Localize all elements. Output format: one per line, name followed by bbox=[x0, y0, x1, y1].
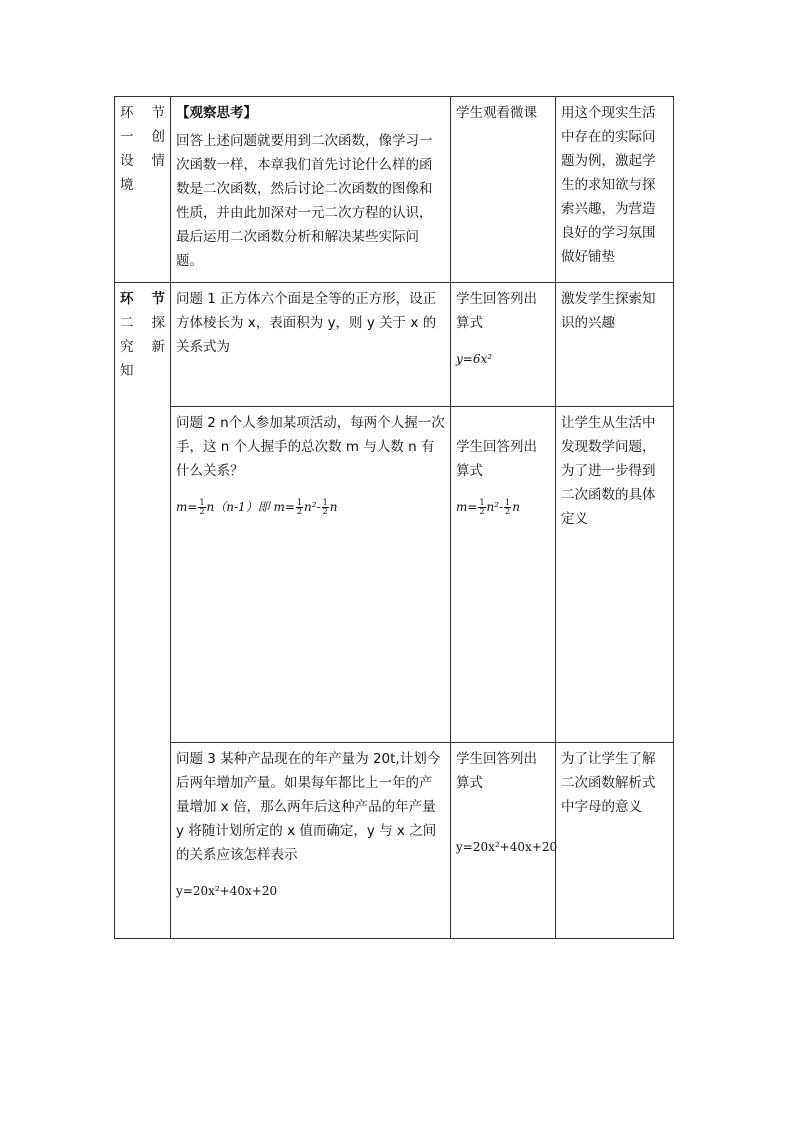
stage-char: 设 bbox=[120, 153, 134, 169]
stage-char: 情 bbox=[151, 153, 165, 169]
fraction bbox=[322, 499, 329, 516]
student-activity-text: 学生回答列出算式 bbox=[456, 439, 537, 479]
table-row bbox=[115, 97, 674, 283]
design-intent-cell bbox=[556, 97, 674, 283]
design-intent-text: 为了让学生了解二次函数解析式中字母的意义 bbox=[561, 751, 656, 815]
design-intent-cell bbox=[556, 743, 674, 939]
stage-cell bbox=[115, 97, 171, 283]
fraction-numerator: 1 bbox=[479, 498, 485, 507]
design-intent-text: 激发学生探索知识的兴趣 bbox=[561, 291, 656, 331]
formula-part: n bbox=[329, 500, 338, 514]
design-intent-text: 用这个现实生活中存在的实际问题为例，激起学生的求知欲与探索兴趣，为营造良好的学习氛围做好铺垫 bbox=[561, 105, 656, 265]
fraction bbox=[478, 499, 485, 516]
problem-text: 问题 3 某种产品现在的年产量为 20t,计划今后两年增加产量。如果每年都比上一年的产量增加 x 倍，那么两年后这种产品的年产量 y 将随计划所定的 x 值而确定，y 与 x 之间的关系应该怎样表示 bbox=[176, 751, 441, 863]
fraction bbox=[504, 499, 511, 516]
stage-char: 新 bbox=[151, 339, 165, 355]
fraction-numerator: 1 bbox=[199, 498, 205, 507]
stage-char: 环 bbox=[120, 291, 134, 307]
formula-part: m= bbox=[176, 500, 198, 514]
fraction bbox=[198, 499, 205, 516]
stage-char: 境 bbox=[120, 177, 134, 193]
student-formula: y=6x² bbox=[456, 352, 493, 366]
student-activity-cell bbox=[451, 97, 556, 283]
fraction-denominator: 2 bbox=[505, 507, 511, 516]
fraction-denominator: 2 bbox=[199, 507, 205, 516]
design-intent-text: 让学生从生活中发现数学问题，为了进一步得到二次函数的具体定义 bbox=[561, 415, 656, 527]
fraction-denominator: 2 bbox=[322, 507, 328, 516]
problem-text: 问题 2 n个人参加某项活动，每两个人握一次手，这 n 个人握手的总次数 m 与人数 n 有什么关系？ bbox=[176, 415, 445, 479]
problem-text: 问题 1 正方体六个面是全等的正方形，设正方体棱长为 x，表面积为 y，则 y 关于 x 的关系式为 bbox=[176, 291, 437, 355]
formula-part: - bbox=[499, 500, 504, 514]
stage-char: 一 bbox=[120, 129, 134, 145]
fraction-numerator: 1 bbox=[296, 498, 303, 507]
fraction-numerator: 1 bbox=[505, 498, 511, 507]
formula-part: n（n-1）即 m= bbox=[206, 500, 295, 514]
stage-char: 二 bbox=[120, 315, 134, 331]
stage-char: 知 bbox=[120, 363, 134, 379]
student-activity-cell bbox=[451, 743, 556, 939]
student-activity-cell bbox=[451, 283, 556, 407]
formula-part: - bbox=[316, 500, 321, 514]
teaching-content-cell bbox=[171, 743, 451, 939]
lesson-plan-table bbox=[114, 96, 674, 939]
student-activity-text: 学生回答列出算式 bbox=[456, 291, 537, 331]
table-row bbox=[115, 407, 674, 743]
problem-formula bbox=[176, 495, 445, 519]
formula-part: m= bbox=[456, 500, 478, 514]
teaching-content-cell bbox=[171, 97, 451, 283]
teaching-content-cell bbox=[171, 283, 451, 407]
stage-char: 创 bbox=[151, 129, 165, 145]
formula-part: n² bbox=[486, 500, 500, 514]
stage-char: 节 bbox=[151, 291, 165, 307]
student-activity-cell bbox=[451, 407, 556, 743]
fraction bbox=[296, 499, 303, 516]
formula-part: n bbox=[512, 500, 520, 514]
stage-char: 探 bbox=[151, 315, 165, 331]
teaching-content-cell bbox=[171, 407, 451, 743]
fraction-denominator: 2 bbox=[479, 507, 485, 516]
design-intent-cell bbox=[556, 407, 674, 743]
student-formula bbox=[456, 495, 550, 519]
stage-char: 环 bbox=[120, 105, 134, 121]
stage-char: 节 bbox=[151, 105, 165, 121]
problem-formula: y=20x²+40x+20 bbox=[176, 884, 278, 898]
fraction-denominator: 2 bbox=[296, 507, 303, 516]
table-row bbox=[115, 283, 674, 407]
table-row bbox=[115, 743, 674, 939]
section-heading: 【观察思考】 bbox=[176, 105, 257, 121]
stage-char: 究 bbox=[120, 339, 134, 355]
design-intent-cell bbox=[556, 283, 674, 407]
student-activity-text: 学生回答列出算式 bbox=[456, 751, 537, 791]
stage-cell bbox=[115, 283, 171, 939]
content-text: 回答上述问题就要用到二次函数，像学习一次函数一样，本章我们首先讨论什么样的函数是二次函数，然后讨论二次函数的图像和性质，并由此加深对一元二次方程的认识，最后运用二次函数分析和解决某些实际问题。 bbox=[176, 133, 433, 269]
student-formula: y=20x²+40x+20 bbox=[456, 840, 558, 854]
student-activity-text: 学生观看微课 bbox=[456, 105, 537, 121]
fraction-numerator: 1 bbox=[322, 498, 328, 507]
formula-part: n² bbox=[304, 500, 317, 514]
